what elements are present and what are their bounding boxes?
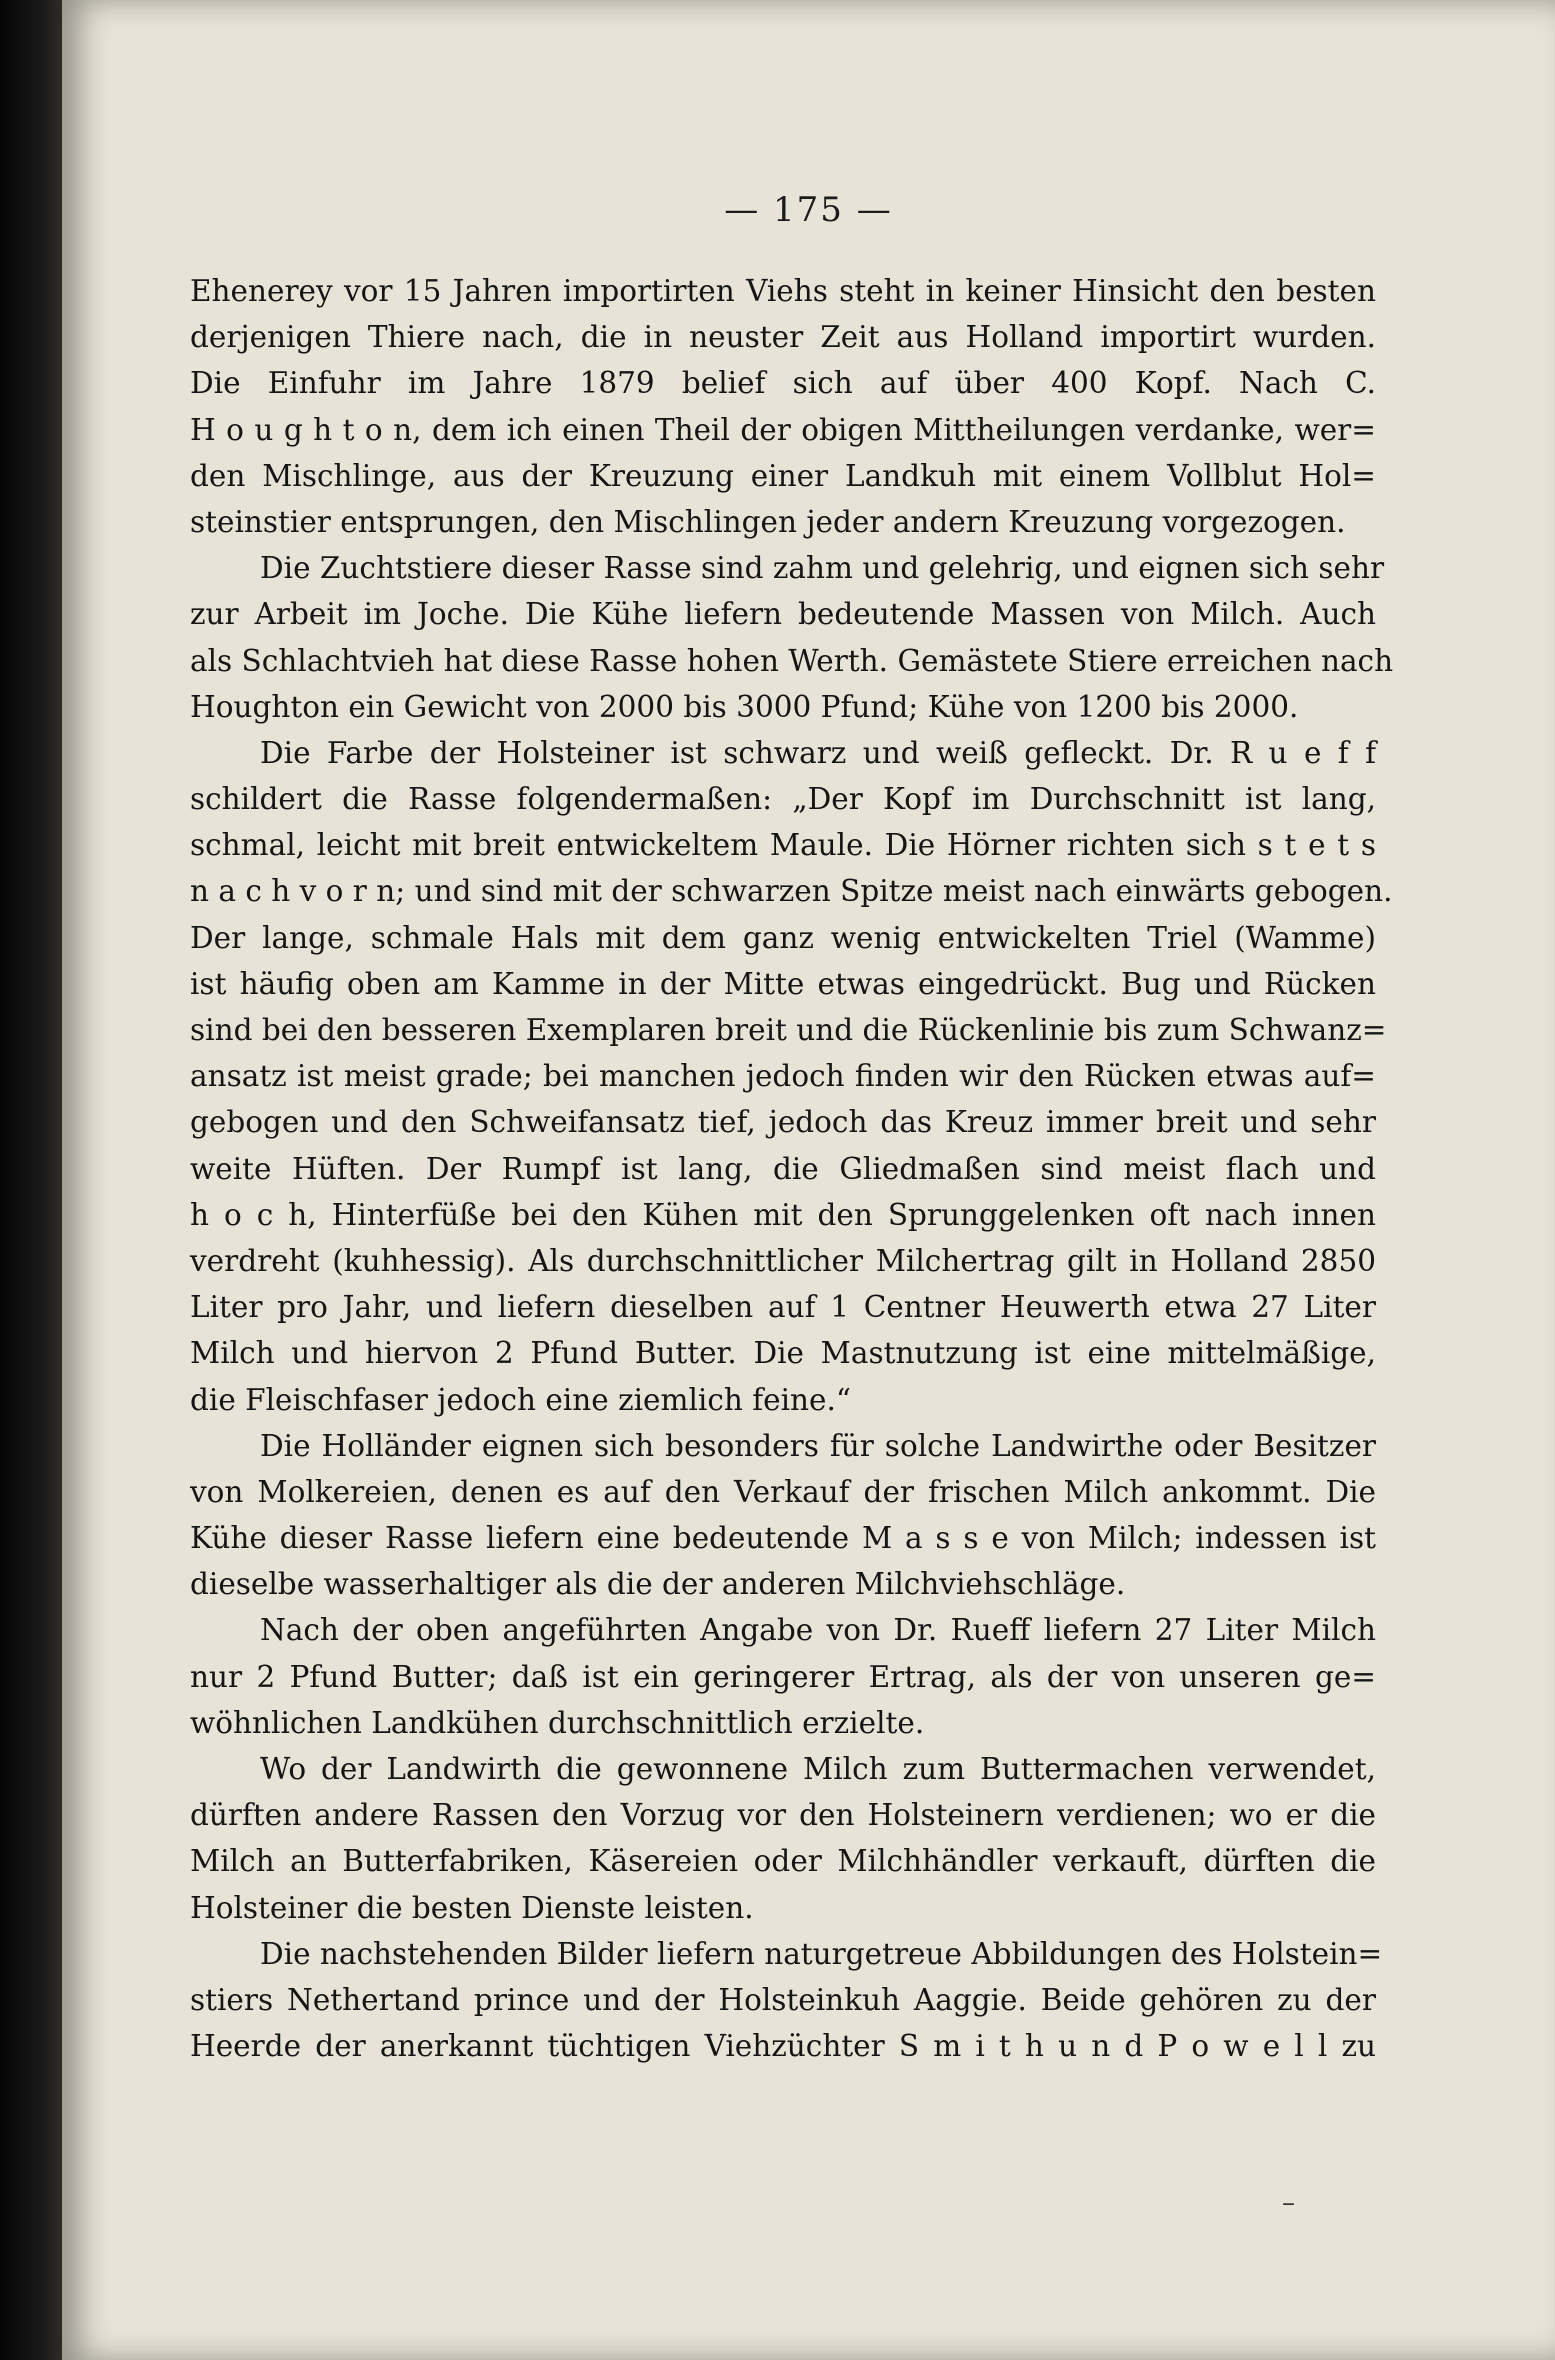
text-line: ansatz ist meist grade; bei manchen jedoch finden wir den Rücken etwas auf= <box>190 1059 1376 1094</box>
text-line: schildert die Rasse folgendermaßen: „Der Kopf im Durchschnitt ist lang, <box>190 782 1376 817</box>
text-line: Milch an Butterfabriken, Käsereien oder Milchhändler verkauft, dürften die <box>190 1844 1376 1879</box>
text-line: als Schlachtvieh hat diese Rasse hohen Werth. Gemästete Stiere erreichen nach <box>190 643 1394 678</box>
text-line: Die nachstehenden Bilder liefern naturgetreue Abbildungen des Holstein= <box>260 1936 1383 1971</box>
text-line: zur Arbeit im Joche. Die Kühe liefern bedeutende Massen von Milch. Auch <box>190 597 1376 632</box>
page-number: — 175 — <box>724 190 893 230</box>
text-line: Heerde der anerkannt tüchtigen Viehzüchter S m i t h u n d P o w e l l zu <box>190 2029 1376 2064</box>
text-line: schmal, leicht mit breit entwickeltem Maule. Die Hörner richten sich s t e t s <box>190 828 1376 863</box>
text-line: Liter pro Jahr, und liefern dieselben auf 1 Centner Heuwerth etwa 27 Liter <box>190 1290 1376 1325</box>
text-line: Die Holländer eignen sich besonders für solche Landwirthe oder Besitzer <box>260 1428 1376 1463</box>
text-line: stiers Nethertand prince und der Holsteinkuh Aaggie. Beide gehören zu der <box>190 1982 1376 2017</box>
text-line: Nach der oben angeführten Angabe von Dr. Rueff liefern 27 Liter Milch <box>260 1613 1376 1648</box>
book-page <box>62 0 1555 2360</box>
text-line: Der lange, schmale Hals mit dem ganz wenig entwickelten Triel (Wamme) <box>190 920 1376 955</box>
text-line: n a c h v o r n; und sind mit der schwarzen Spitze meist nach einwärts gebogen. <box>190 874 1393 909</box>
text-line: verdreht (kuhhessig). Als durchschnittlicher Milchertrag gilt in Holland 2850 <box>190 1243 1376 1278</box>
text-line: Die Zuchtstiere dieser Rasse sind zahm und gelehrig, und eignen sich sehr <box>260 551 1385 586</box>
text-line: den Mischlinge, aus der Kreuzung einer Landkuh mit einem Vollblut Hol= <box>190 458 1376 493</box>
text-line: Kühe dieser Rasse liefern eine bedeutende M a s s e von Milch; indessen ist <box>190 1521 1376 1556</box>
page-mark: – <box>1282 2188 1295 2218</box>
text-line: dürften andere Rassen den Vorzug vor den Holsteinern verdienen; wo er die <box>190 1798 1376 1833</box>
text-line: von Molkereien, denen es auf den Verkauf der frischen Milch ankommt. Die <box>190 1474 1376 1509</box>
text-line: Die Einfuhr im Jahre 1879 belief sich auf über 400 Kopf. Nach C. <box>190 366 1376 401</box>
text-line: Holsteiner die besten Dienste leisten. <box>190 1890 754 1925</box>
text-line: h o c h, Hinterfüße bei den Kühen mit den Sprunggelenken oft nach innen <box>190 1197 1376 1232</box>
text-line: weite Hüften. Der Rumpf ist lang, die Gliedmaßen sind meist flach und <box>190 1151 1376 1186</box>
text-line: nur 2 Pfund Butter; daß ist ein geringerer Ertrag, als der von unseren ge= <box>190 1659 1376 1694</box>
text-line: ist häufig oben am Kamme in der Mitte etwas eingedrückt. Bug und Rücken <box>190 966 1376 1001</box>
book-spine-shadow <box>0 0 62 2360</box>
text-line: steinstier entsprungen, den Mischlingen jeder andern Kreuzung vorgezogen. <box>190 504 1346 539</box>
text-line: H o u g h t o n, dem ich einen Theil der obigen Mittheilungen verdanke, wer= <box>190 412 1376 447</box>
text-line: Wo der Landwirth die gewonnene Milch zum Buttermachen verwendet, <box>260 1752 1376 1786</box>
text-line: Die Farbe der Holsteiner ist schwarz und weiß gefleckt. Dr. R u e f f <box>260 735 1376 770</box>
text-line: Milch und hiervon 2 Pfund Butter. Die Mastnutzung ist eine mittelmäßige, <box>190 1336 1376 1371</box>
text-line: Ehenerey vor 15 Jahren importirten Viehs steht in keiner Hinsicht den besten <box>190 274 1376 308</box>
text-line: gebogen und den Schweifansatz tief, jedoch das Kreuz immer breit und sehr <box>190 1105 1376 1140</box>
text-line: sind bei den besseren Exemplaren breit und die Rückenlinie bis zum Schwanz= <box>190 1013 1387 1047</box>
text-line: wöhnlichen Landkühen durchschnittlich erzielte. <box>190 1705 925 1740</box>
text-line: derjenigen Thiere nach, die in neuster Zeit aus Holland importirt wurden. <box>190 320 1376 355</box>
text-line: Houghton ein Gewicht von 2000 bis 3000 Pfund; Kühe von 1200 bis 2000. <box>190 689 1299 724</box>
body-text <box>190 268 1394 2069</box>
text-line: dieselbe wasserhaltiger als die der anderen Milchviehschläge. <box>190 1567 1126 1602</box>
text-line: die Fleischfaser jedoch eine ziemlich feine.“ <box>190 1382 851 1417</box>
